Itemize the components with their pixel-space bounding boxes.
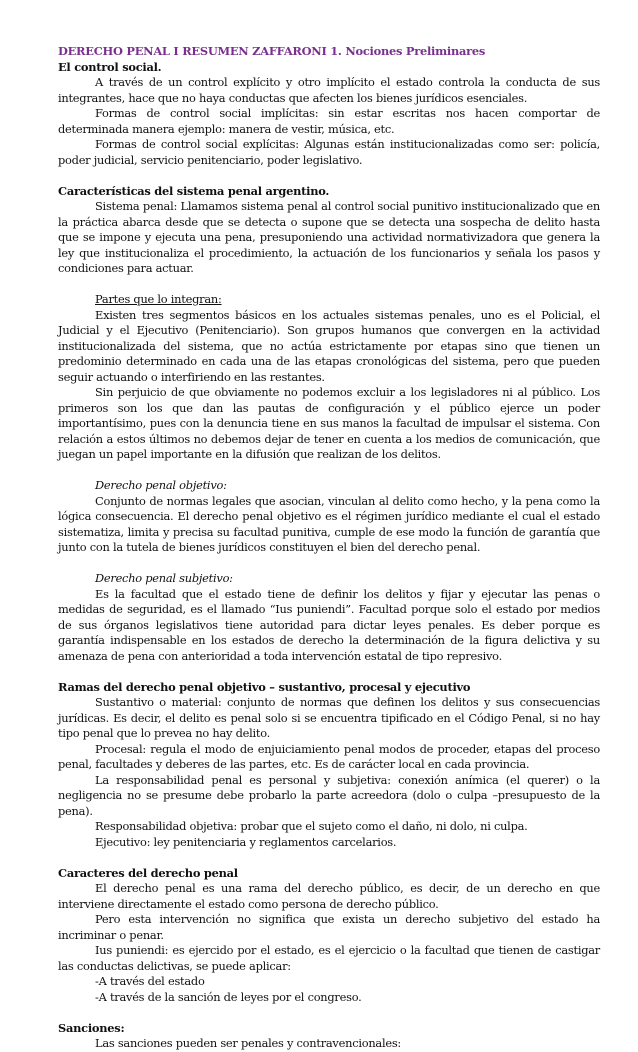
- heading-sanciones: Sanciones:: [58, 1020, 125, 1035]
- list-item: -A través del estado: [95, 974, 205, 988]
- paragraph: Sin perjuicio de que obviamente no podemos excluir a los legisladores ni al público. Los primeros son los que dan las pautas de configuración y el público ejerce un poder importantísimo, pues con la denuncia tiene en sus manos la facultad de impulsar el sistema. Con relación a estos últimos no debemos dejar de tener en cuenta a los medios de comunicación, que juegan un papel importante en la difusión que realizan de los delitos.: [58, 385, 600, 461]
- heading-caracteristicas: Características del sistema penal argentino.: [58, 183, 330, 198]
- paragraph: Ejecutivo: ley penitenciaria y reglamentos carcelarios.: [95, 834, 397, 849]
- heading-ramas: Ramas del derecho penal objetivo – sustantivo, procesal y ejecutivo: [58, 679, 471, 694]
- paragraph: El derecho penal es una rama del derecho público, es decir, de un derecho en que interviene directamente el estado como persona de derecho público.: [58, 881, 600, 911]
- subheading-derecho-subjetivo: Derecho penal subjetivo:: [95, 571, 233, 585]
- document-title: DERECHO PENAL I RESUMEN ZAFFARONI 1. Nociones Preliminares: [58, 44, 486, 58]
- paragraph: A través de un control explícito y otro implícito el estado controla la conducta de sus integrantes, hace que no haya conductas que afecten los bienes jurídicos esenciales.: [58, 75, 600, 105]
- paragraph: Sistema penal: Llamamos sistema penal al control social punitivo institucionalizado que en la práctica abarca desde que se detecta o supone que se detecta una sospecha de delito hasta que se impone y ejecuta una pena, presuponiendo una actividad normativizadora que genera la ley que institucionaliza el procedimiento, la actuación de los funcionarios y señala los pasos y condiciones para actuar.: [58, 199, 600, 275]
- paragraph: Procesal: regula el modo de enjuiciamiento penal modos de proceder, etapas del proceso penal, facultades y deberes de las partes, etc. Es de carácter local en cada provincia.: [58, 741, 600, 771]
- paragraph: La responsabilidad penal es personal y subjetiva: conexión anímica (el querer) o la negligencia no se presume debe probarlo la parte acreedora (dolo o culpa –presupuesto de la pena).: [58, 772, 600, 818]
- list-item: -A través de la sanción de leyes por el congreso.: [95, 989, 362, 1004]
- paragraph: Responsabilidad objetiva: probar que el sujeto como el daño, ni dolo, ni culpa.: [95, 819, 528, 833]
- paragraph: Conjunto de normas legales que asocian, vinculan al delito como hecho, y la pena como la lógica consecuencia. El derecho penal objetivo es el régimen jurídico mediante el cual el estado sistematiza, limita y precisa su facultad punitiva, cumple de ese modo la función de garantía que junto con la tutela de bienes jurídicos constituyen el bien del derecho penal.: [58, 493, 600, 554]
- paragraph: Formas de control social explícitas: Algunas están institucionalizadas como ser: policía, poder judicial, servicio penitenciario, poder legislativo.: [58, 137, 600, 167]
- subheading-derecho-objetivo: Derecho penal objetivo:: [95, 478, 227, 492]
- paragraph: Existen tres segmentos básicos en los actuales sistemas penales, uno es el Policial, el Judicial y el Ejecutivo (Penitenciario). Son grupos humanos que convergen en la actividad institucionalizada del sistema, que no actúa estrictamente por etapas sino que tienen un predominio determinado en cada una de las etapas cronológicas del sistema, pero que pueden seguir actuando o interfiriendo en las restantes.: [58, 307, 600, 384]
- subheading-partes: Partes que lo integran:: [95, 292, 222, 306]
- paragraph: Ius puniendi: es ejercido por el estado, es el ejercicio o la facultad que tienen de castigar las conductas delictivas, se puede aplicar:: [58, 943, 600, 973]
- paragraph: Las sanciones pueden ser penales y contravencionales:: [95, 1036, 402, 1050]
- heading-control-social: El control social.: [58, 59, 162, 74]
- paragraph: Sustantivo o material: conjunto de normas que definen los delitos y sus consecuencias jurídicas. Es decir, el delito es penal solo si se encuentra tipificado en el Código Penal, si no hay tipo penal que lo prevea no hay delito.: [58, 695, 600, 740]
- heading-caracteres: Caracteres del derecho penal: [58, 865, 238, 880]
- paragraph: Es la facultad que el estado tiene de definir los delitos y fijar y ejecutar las penas o medidas de seguridad, es el llamado “Ius puniendi”. Facultad porque solo el estado por medios de sus órganos legislativos tiene autoridad para dictar leyes penales. Es deber porque es garantía indispensable en los estados de derecho la determinación de la figura delictiva y su amenaza de pena con anterioridad a toda intervención estatal de tipo represivo.: [58, 586, 600, 663]
- paragraph: Formas de control social implícitas: sin estar escritas nos hacen comportar de determinada manera ejemplo: manera de vestir, música, etc.: [58, 106, 600, 136]
- paragraph: Pero esta intervención no significa que exista un derecho subjetivo del estado ha incriminar o penar.: [58, 912, 600, 942]
- document-page: [58, 44, 600, 1052]
